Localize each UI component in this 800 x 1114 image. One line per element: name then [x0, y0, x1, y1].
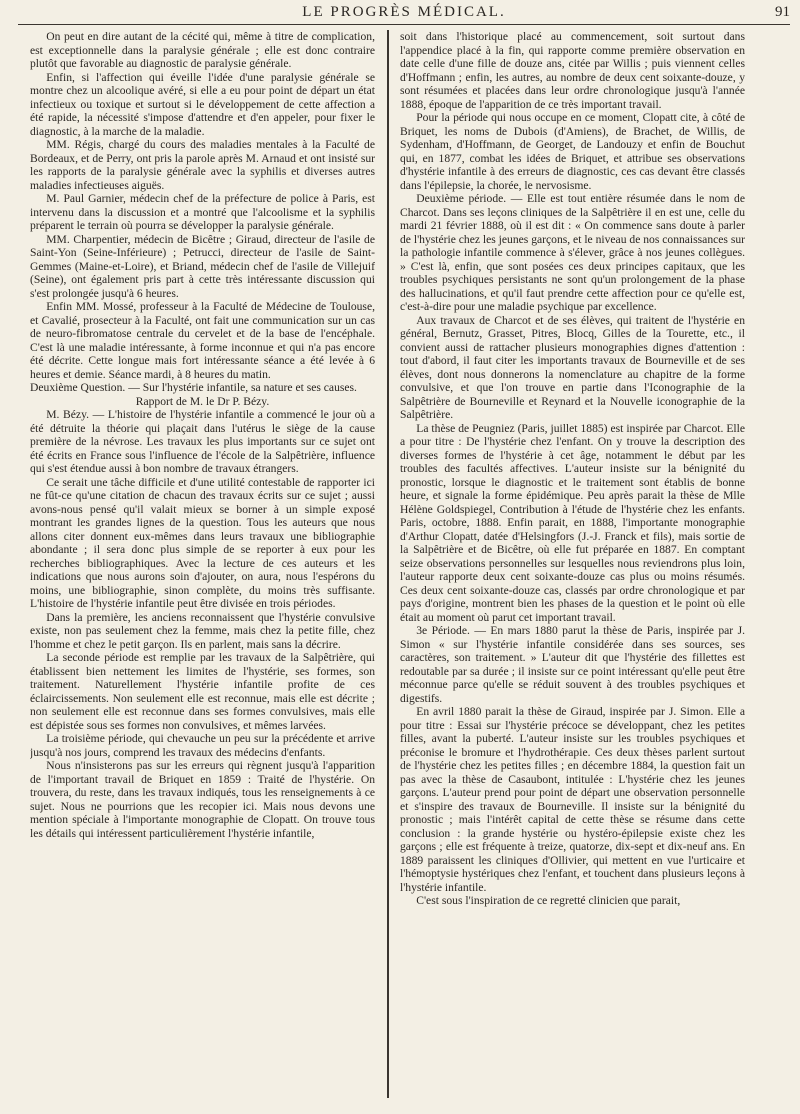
paragraph-l11: Dans la première, les anciens reconnaissent que l'hystérie convulsive existe, non pas seulement chez la femme, mais chez la petite fille, chez l'homme et chez le petit garçon. Ils en parlent, mais sans la décrire.: [30, 610, 375, 651]
right-column: [400, 30, 745, 1098]
paragraph-l9: M. Bézy. — L'histoire de l'hystérie infantile a commencé le jour où a été détruite la théorie qui plaçait dans l'utérus le siège de la cause première de la névrose. Les travaux les plus importants sur ce sujet ont été écrits en France sous l'influence de l'école de la Salpêtrière, influence qui s'est étendue aussi à bon nombre de travaux étrangers.: [30, 408, 375, 475]
paragraph-r3: Deuxième période. — Elle est tout entière résumée dans le nom de Charcot. Dans ses leçons cliniques de la Salpêtrière il en est une, celle du mardi 21 février 1888, où il est dit : « On commence sans doute à parler de l'hystérie chez les jeunes garçons, et le niveau de nos connaissances sur la pathologie infantile commence à s'élever, grâce à nos jeunes collègues. » C'est là, enfin, que sont posées ces deux principes capitaux, que les troubles psychiques persistants ne sont qu'un prolongement de la phase des hallucinations, et qu'il faut prendre cette affection pour ce qu'elle est, c'est-à-dire pour une maladie psychique par excellence.: [400, 192, 745, 313]
paragraph-l7: Deuxième Question. — Sur l'hystérie infantile, sa nature et ses causes.: [30, 381, 357, 394]
paragraph-l3: MM. Régis, chargé du cours des maladies mentales à la Faculté de Bordeaux, et de Perry, ont pris la parole après M. Arnaud et ont insisté sur les rapports de la paralysie générale avec la syphilis et diverses autres maladies infectieuses aiguës.: [30, 138, 375, 192]
paragraph-l14: Nous n'insisterons pas sur les erreurs qui règnent jusqu'à l'apparition de l'important travail de Briquet en 1859 : Traité de l'hystérie. On trouvera, du reste, dans les travaux indiqués, tous les renseignements à ce sujet. Nous ne pourrions que les recopier ici. Mais nous devons une mention spéciale à l'importante monographie de Clopatt. On trouve tous les détails qui intéressent particulièrement l'hystérie infantile,: [30, 759, 375, 840]
paragraph-l5: MM. Charpentier, médecin de Bicêtre ; Giraud, directeur de l'asile de Saint-Yon (Seine-Inférieure) ; Petrucci, directeur de l'asile de Saint-Gemmes (Maine-et-Loire), et Briand, médecin chef de l'asile de Villejuif (Seine), ont également pris part à cette très intéressante discussion qui s'est prolongée jusqu'à 6 heures.: [30, 232, 375, 300]
paragraph-r6: 3e Période. — En mars 1880 parut la thèse de Paris, inspirée par J. Simon « sur l'hystérie infantile considérée dans ses sources, ses caractères, son traitement. » L'auteur dit que l'hystérie des fillettes est redoutable par sa durée ; il insiste sur ce point intéressant qu'elle peut être méconnue parce qu'elle se réduit souvent à des troubles psychiques et digestifs.: [400, 624, 745, 705]
paragraph-l8: Rapport de M. le Dr P. Bézy.: [135, 394, 270, 408]
paragraph-r7: En avril 1880 parait la thèse de Giraud, inspirée par J. Simon. Elle a pour titre : Essai sur l'hystérie précoce se développant, chez les petites filles, avant la puberté. L'auteur insiste sur les troubles psychiques et préconise le bromure et l'hydrothérapie. Ces deux thèses parlent surtout de l'hystérie chez les petites filles ; en décembre 1884, la question fait un pas avec la thèse de Casaubont, intitulée : L'hystérie chez les jeunes garçons. L'auteur prend pour point de départ une observation personnelle et s'inspire des travaux de Bourneville. Il insiste sur la bénignité du pronostic ; mais l'intérêt capital de cette thèse se résume dans cette conclusion : la grande hystérie ou hystéro-épilepsie existe chez les garçons ; elle est fréquente à treize, quatorze, dix-sept et dix-neuf ans. En 1889 paraissent les cliniques d'Ollivier, qui mettent en vue l'urticaire et l'hémoptysie hystériques chez l'enfant, et touchent dans plusieurs leçons à l'hystérie infantile.: [400, 705, 745, 894]
paragraph-l1: On peut en dire autant de la cécité qui, même à titre de complication, est exceptionnelle dans la paralysie générale ; elle est donc contraire plutôt que favorable au diagnostic de paralysie générale.: [30, 30, 375, 70]
paragraph-r8: C'est sous l'inspiration de ce regretté clinicien que parait,: [416, 894, 681, 907]
paragraph-l4: M. Paul Garnier, médecin chef de la préfecture de police à Paris, est intervenu dans la discussion et a montré que l'alcoolisme et la syphilis préparent le terrain où pourra se développer la paralysie générale.: [30, 192, 375, 232]
paragraph-r5: La thèse de Peugniez (Paris, juillet 1885) est inspirée par Charcot. Elle a pour titre : De l'hystérie chez l'enfant. On y trouve la description des diverses formes de l'hystérie à cet âge, notamment le début par les troubles des facultés affectives. L'auteur insiste sur la bénignité du pronostic, lorsque le diagnostic et le traitement sont établis de bonne heure, et signale la forme épidémique. Peu après parait la thèse de Mlle Hélène Goldspiegel, Contribution à l'étude de l'hystérie chez les enfants. Paris, octobre, 1888. Enfin parait, en 1888, l'importante monographie d'Arthur Clopatt, datée d'Helsingfors (J.-J. Franck et fils), mais sortie de la Salpêtrière et de Bicêtre, où elle fut préparée en 1887. En comptant seize observations personnelles sur lesquelles nous reviendrons plus loin, l'auteur rapporte deux cent soixante-douze cas plus ou moins résumés. Ces deux cent soixante-douze cas, classés par ordre chronologique et par pays d'origine, montrent bien les phases de la question et le point où elle était au moment où parut cet important travail.: [400, 421, 745, 624]
paragraph-r4: Aux travaux de Charcot et de ses élèves, qui traitent de l'hystérie en général, Bernutz, Grasset, Pitres, Blocq, Gilles de la Tourette, etc., il convient aussi de rattacher plusieurs monographies dignes d'attention : tout d'abord, il faut citer les importants travaux de Bourneville et de ses élèves, dont nous donnerons la nomenclature au chapitre de la forme convulsive, et que l'on trouve en partie dans l'Iconographie de la Salpêtrière de Bourneville et Reynard et la Nouvelle iconographie de la Salpêtrière.: [400, 313, 745, 421]
page-number: 91: [775, 4, 790, 20]
left-column: [30, 30, 375, 1098]
paragraph-r1: soit dans l'historique placé au commencement, soit surtout dans l'appendice placé à la fin, qui rapporte comme première observation en date celle d'une fille de douze ans, citée par Willis ; puis viennent celles d'Hoffmann ; enfin, les autres, au nombre de deux cent soixante-douze, y sont résumées et placées dans leur ordre chronologique jusqu'à l'année 1888, époque de l'apparition de ce très important travail.: [400, 30, 745, 111]
running-header: [18, 2, 790, 25]
journal-title: LE PROGRÈS MÉDICAL.: [302, 4, 506, 20]
paragraph-l2: Enfin, si l'affection qui éveille l'idée d'une paralysie générale se montre chez un alcoolique avéré, si elle a eu pour point de départ un état infectieux ou toxique et surtout si le développement de cette affection a été rapide, la nécessité s'impose d'attendre et d'en appeler, pour fixer le diagnostic, à la marche de la maladie.: [30, 70, 375, 138]
paragraph-l10: Ce serait une tâche difficile et d'une utilité contestable de rapporter ici ne fût-ce qu'une citation de chacun des travaux écrits sur ce sujet ; aussi avons-nous pensé qu'il valait mieux se borner à un simple exposé montrant les grandes lignes de la question. Tous les auteurs que nous allons citer donnent eux-mêmes dans leurs travaux une bibliographie abondante ; il sera donc plus simple de se reporter à eux pour les recherches bibliographiques. Avec la lecture de ces auteurs et les indications que nous aurons soin d'ajouter, on aura, nous l'espérons du moins, une bibliographie, sinon complète, du moins très suffisante. L'histoire de l'hystérie infantile peut être divisée en trois périodes.: [30, 475, 375, 610]
paragraph-l13: La troisième période, qui chevauche un peu sur la précédente et arrive jusqu'à nos jours, comprend les travaux des médecins d'enfants.: [30, 732, 375, 759]
paragraph-l12: La seconde période est remplie par les travaux de la Salpêtrière, qui établissent bien nettement les limites de l'hystérie, ses formes, son traitement. Naturellement l'hystérie infantile profite de ces éclaircissements. Non seulement elle est reconnue, mais elle est décrite ; non seulement elle est reconnue dans ses formes convulsives, mais elle est dépistée sous ses formes non convulsives, et mêmes larvées.: [30, 651, 375, 732]
paragraph-r2: Pour la période qui nous occupe en ce moment, Clopatt cite, à côté de Briquet, les noms de Dubois (d'Amiens), de Brachet, de Willis, de Sydenham, d'Hoffmann, de Georget, de Landouzy et enfin de Bouchut qui, en 1877, combat les idées de Briquet, et attribue ses observations d'hystérie infantile à des erreurs de diagnostic, ces cas devant être classés dans l'épilepsie, la chorée, le nervosisme.: [400, 111, 745, 192]
paragraph-l6: Enfin MM. Mossé, professeur à la Faculté de Médecine de Toulouse, et Cavalié, prosecteur à la Faculté, ont fait une communication sur un cas de neuro-fibromatose centrale du cervelet et de la base de l'encéphale. C'est là une maladie intéressante, à forme inconnue et qui n'a pas encore été décrite. Cette longue mais fort intéressante séance a été levée à 6 heures et demie. Séance mardi, à 8 heures du matin.: [30, 300, 375, 381]
column-divider: [387, 30, 389, 1098]
